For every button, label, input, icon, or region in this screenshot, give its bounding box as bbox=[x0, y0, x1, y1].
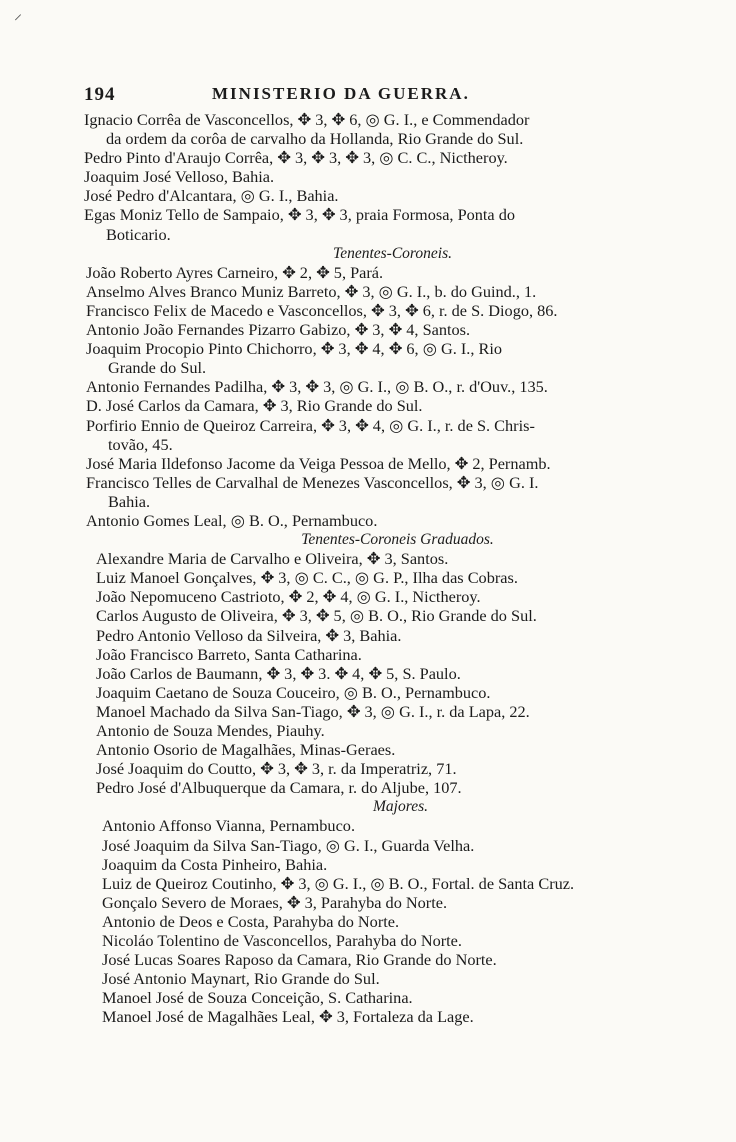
entry-line: Alexandre Maria de Carvalho e Oliveira, ✥ 3, Santos. bbox=[96, 549, 449, 569]
section bbox=[84, 530, 659, 797]
entry-line: Joaquim Procopio Pinto Chichorro, ✥ 3, ✥ 4, ✥ 6, ◎ G. I., Rio bbox=[86, 339, 503, 359]
running-title: MINISTERIO DA GUERRA. bbox=[212, 84, 470, 103]
page-header bbox=[84, 84, 644, 110]
entry-continuation-line: Boticario. bbox=[106, 224, 171, 244]
entry-continuation-line: Grande do Sul. bbox=[108, 358, 207, 378]
entry-line: Carlos Augusto de Oliveira, ✥ 3, ✥ 5, ◎ B. O., Rio Grande do Sul. bbox=[96, 606, 537, 626]
entry-line: João Roberto Ayres Carneiro, ✥ 2, ✥ 5, Pará. bbox=[86, 262, 384, 282]
entry-line: Antonio de Deos e Costa, Parahyba do Norte. bbox=[102, 911, 400, 931]
entry-line: Pedro José d'Albuquerque da Camara, r. do Aljube, 107. bbox=[96, 778, 462, 798]
entry-line: Anselmo Alves Branco Muniz Barreto, ✥ 3, ◎ G. I., b. do Guind., 1. bbox=[86, 281, 537, 301]
entry-line: Antonio João Fernandes Pizarro Gabizo, ✥ 3, ✥ 4, Santos. bbox=[86, 320, 471, 340]
entry-continuation-line: tovão, 45. bbox=[108, 434, 173, 454]
page-number: 194 bbox=[84, 84, 116, 105]
entry-line: João Nepomuceno Castrioto, ✥ 2, ✥ 4, ◎ G. I., Nictheroy. bbox=[96, 587, 481, 607]
section-heading: Tenentes-Coroneis Graduados. bbox=[301, 531, 494, 549]
entry-line: Antonio de Souza Mendes, Piauhy. bbox=[96, 721, 325, 740]
entry-line: José Antonio Maynart, Rio Grande do Sul. bbox=[102, 969, 380, 989]
entry-line: Pedro Pinto d'Araujo Corrêa, ✥ 3, ✥ 3, ✥ 3, ◎ C. C., Nictheroy. bbox=[84, 148, 508, 168]
entry-line: Pedro Antonio Velloso da Silveira, ✥ 3, Bahia. bbox=[96, 625, 402, 645]
entry-line: Luiz Manoel Gonçalves, ✥ 3, ◎ C. C., ◎ G. P., Ilha das Cobras. bbox=[96, 568, 518, 588]
entry-line: Manoel José de Souza Conceição, S. Catharina. bbox=[102, 988, 413, 1008]
section bbox=[84, 110, 659, 244]
section bbox=[84, 244, 659, 530]
entry-line: José Joaquim do Coutto, ✥ 3, ✥ 3, r. da Imperatriz, 71. bbox=[96, 759, 457, 779]
entry-line: Manoel José de Magalhães Leal, ✥ 3, Fortaleza da Lage. bbox=[102, 1007, 474, 1027]
entry-line: José Pedro d'Alcantara, ◎ G. I., Bahia. bbox=[84, 186, 339, 206]
entry-line: José Lucas Soares Raposo da Camara, Rio Grande do Norte. bbox=[102, 950, 497, 970]
entry-line: Joaquim José Velloso, Bahia. bbox=[84, 167, 275, 187]
entry-line: Francisco Felix de Macedo e Vasconcellos, ✥ 3, ✥ 6, r. de S. Diogo, 86. bbox=[86, 300, 558, 320]
entry-line: Ignacio Corrêa de Vasconcellos, ✥ 3, ✥ 6, ◎ G. I., e Commendador bbox=[84, 110, 530, 129]
entry-line: João Carlos de Baumann, ✥ 3, ✥ 3. ✥ 4, ✥ 5, S. Paulo. bbox=[96, 663, 461, 683]
entry-line: José Maria Ildefonso Jacome da Veiga Pessoa de Mello, ✥ 2, Pernamb. bbox=[86, 453, 551, 473]
entry-line: João Francisco Barreto, Santa Catharina. bbox=[96, 644, 362, 664]
entry-line: D. José Carlos da Camara, ✥ 3, Rio Grande do Sul. bbox=[86, 396, 423, 416]
section-heading: Tenentes-Coroneis. bbox=[333, 244, 452, 262]
entry-line: Nicoláo Tolentino de Vasconcellos, Parahyba do Norte. bbox=[102, 931, 462, 951]
entry-line: Joaquim da Costa Pinheiro, Bahia. bbox=[102, 854, 328, 874]
entry-line: José Joaquim da Silva San-Tiago, ◎ G. I., Guarda Velha. bbox=[102, 835, 475, 855]
section-heading: Majores. bbox=[373, 798, 428, 816]
entry-line: Gonçalo Severo de Moraes, ✥ 3, Parahyba do Norte. bbox=[102, 892, 448, 912]
page-body bbox=[84, 110, 659, 1027]
section bbox=[84, 797, 659, 1026]
entry-line: Joaquim Caetano de Souza Couceiro, ◎ B. O., Pernambuco. bbox=[96, 682, 491, 702]
entry-continuation-line: Bahia. bbox=[108, 491, 151, 511]
entry-line: Antonio Gomes Leal, ◎ B. O., Pernambuco. bbox=[86, 510, 378, 530]
entry-line: Francisco Telles de Carvalhal de Menezes Vasconcellos, ✥ 3, ◎ G. I. bbox=[86, 472, 539, 492]
entry-line: Antonio Osorio de Magalhães, Minas-Geraes. bbox=[96, 740, 396, 760]
entry-line: Manoel Machado da Silva San-Tiago, ✥ 3, ◎ G. I., r. da Lapa, 22. bbox=[96, 701, 530, 721]
entry-line: Luiz de Queiroz Coutinho, ✥ 3, ◎ G. I., ◎ B. O., Fortal. de Santa Cruz. bbox=[102, 873, 575, 893]
entry-line: Porfirio Ennio de Queiroz Carreira, ✥ 3, ✥ 4, ◎ G. I., r. de S. Chris- bbox=[86, 415, 535, 435]
entry-line: Antonio Fernandes Padilha, ✥ 3, ✥ 3, ◎ G. I., ◎ B. O., r. d'Ouv., 135. bbox=[86, 377, 548, 397]
margin-mark: ⸝ bbox=[14, 6, 23, 23]
entry-line: Egas Moniz Tello de Sampaio, ✥ 3, ✥ 3, praia Formosa, Ponta do bbox=[84, 205, 516, 225]
entry-line: Antonio Affonso Vianna, Pernambuco. bbox=[102, 816, 356, 836]
entry-continuation-line: da ordem da corôa de carvalho da Hollanda, Rio Grande do Sul. bbox=[106, 129, 524, 149]
